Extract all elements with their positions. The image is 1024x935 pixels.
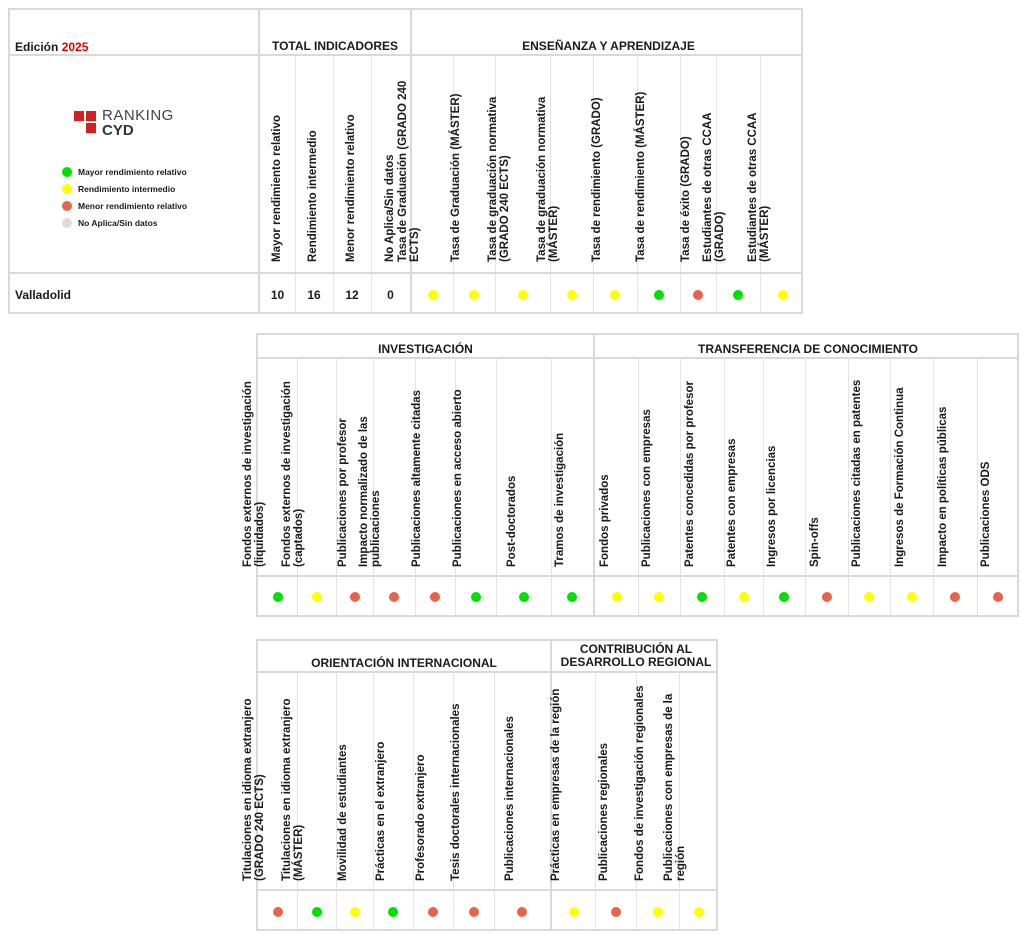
inv-status-dot-publicaciones-en-acceso-abierto: [471, 592, 481, 602]
ens-header-tasa-de-graduacion-master: Tasa de Graduación (MÁSTER): [450, 93, 462, 262]
inv-header-post-doctorados: Post-doctorados: [505, 475, 518, 567]
edition-label: [15, 40, 88, 54]
logo-line1: RANKING: [102, 107, 174, 124]
tr-status-dot-publicaciones-ods: [993, 592, 1003, 602]
ori-header-movilidad-de-estudiantes: Movilidad de estudiantes: [336, 744, 349, 881]
ori-status-dot-tesis-doctorales-internacionales: [469, 907, 479, 917]
inv-header-impacto-normalizado-de-las-publicaciones: Impacto normalizado de las publicaciones: [358, 416, 382, 567]
tr-header-patentes-concedidas-por-profesor: Patentes concedidas por profesor: [684, 381, 696, 567]
reg-status-dot-publicaciones-regionales: [611, 907, 621, 917]
total-value-no-aplica-sin-datos: 0: [387, 288, 394, 302]
tr-header-spin-offs: Spin-offs: [808, 517, 821, 567]
university-name: Valladolid: [15, 288, 72, 302]
ens-status-dot-estudiantes-de-otras-ccaa-master: [778, 290, 788, 300]
logo-squares-icon: [74, 111, 98, 135]
inv-header-publicaciones-por-profesor: Publicaciones por profesor: [336, 418, 349, 567]
reg-header-publicaciones-con-empresas-de-la-region: Publicaciones con empresas de la región: [662, 693, 687, 881]
legend-item: [62, 183, 175, 194]
ens-header-tasa-de-graduacion-normativa-grado-240-ects: Tasa de graduación normativa (GRADO 240 ECTS): [486, 96, 511, 262]
inv-header-fondos-externos-de-investigacion-liquidados: Fondos externos de investigación (liquidados): [241, 381, 266, 567]
tr-status-dot-publicaciones-con-empresas: [654, 592, 664, 602]
tr-status-dot-patentes-con-empresas: [739, 592, 749, 602]
summary-panel: [8, 8, 803, 314]
tr-header-impacto-en-politicas-publicas: Impacto en políticas públicas: [937, 406, 949, 567]
total-value-menor-rendimiento-relativo: 12: [345, 288, 359, 302]
reg-status-dot-publicaciones-con-empresas-de-la-region: [694, 907, 704, 917]
legend-item: [62, 217, 158, 228]
ori-header-publicaciones-internacionales: Publicaciones internacionales: [504, 716, 516, 881]
legend-item: [62, 166, 187, 177]
reg-status-dot-fondos-de-investigacion-regionales: [653, 907, 663, 917]
inv-status-dot-publicaciones-por-profesor: [350, 592, 360, 602]
tr-status-dot-ingresos-de-formacion-continua: [907, 592, 917, 602]
ens-status-dot-estudiantes-de-otras-ccaa-grado: [733, 290, 743, 300]
ens-header-tasa-de-graduacion-grado-240-ects: Tasa de Graduación (GRADO 240 ECTS): [396, 80, 421, 262]
ens-status-dot-tasa-de-graduacion-normativa-grado-240-ects: [518, 290, 528, 300]
inv-header-publicaciones-altamente-citadas: Publicaciones altamente citadas: [411, 389, 423, 567]
ens-status-dot-tasa-de-rendimiento-grado: [610, 290, 620, 300]
regional-title: [552, 643, 720, 669]
ori-header-profesorado-extranjero: Profesorado extranjero: [415, 754, 427, 881]
inv-header-tramos-de-investigacion: Tramos de investigación: [554, 432, 566, 567]
ori-status-dot-profesorado-extranjero: [428, 907, 438, 917]
ens-status-dot-tasa-de-graduacion-grado-240-ects: [428, 290, 438, 300]
logo-line2: CYD: [102, 122, 134, 139]
ori-status-dot-publicaciones-internacionales: [517, 907, 527, 917]
regional-title-line2: DESARROLLO REGIONAL: [560, 655, 712, 669]
ori-status-dot-practicas-en-el-extranjero: [388, 907, 398, 917]
ori-status-dot-titulaciones-en-idioma-extranjero-grado-240-ects: [273, 907, 283, 917]
ori-status-dot-movilidad-de-estudiantes: [350, 907, 360, 917]
edition-text: Edición: [15, 40, 59, 54]
tr-header-publicaciones-citadas-en-patentes: Publicaciones citadas en patentes: [851, 379, 863, 567]
total-indicators-title: TOTAL INDICADORES: [271, 39, 398, 53]
legend-label: Rendimiento intermedio: [78, 183, 176, 194]
reg-header-practicas-en-empresas-de-la-region: Prácticas en empresas de la región: [549, 688, 562, 881]
tr-status-dot-ingresos-por-licencias: [779, 592, 789, 602]
total-header-menor-rendimiento-relativo: Menor rendimiento relativo: [345, 114, 357, 262]
tr-status-dot-publicaciones-citadas-en-patentes: [864, 592, 874, 602]
tr-header-ingresos-por-licencias: Ingresos por licencias: [766, 445, 778, 567]
inv-status-dot-tramos-de-investigacion: [567, 592, 577, 602]
ens-header-tasa-de-rendimiento-master: Tasa de rendimiento (MÁSTER): [634, 91, 647, 262]
legend-dot-icon: [62, 184, 72, 194]
tr-status-dot-fondos-privados: [612, 592, 622, 602]
legend-dot-icon: [62, 218, 72, 228]
ranking-cyd-logo: [74, 107, 184, 143]
international-regional-panel: [241, 639, 718, 931]
tr-header-publicaciones-con-empresas: Publicaciones con empresas: [641, 409, 653, 567]
legend-label: No Aplica/Sin datos: [78, 217, 158, 228]
ens-status-dot-tasa-de-graduacion-normativa-master: [567, 290, 577, 300]
ens-status-dot-tasa-de-exito-grado: [693, 290, 703, 300]
inv-status-dot-fondos-externos-de-investigacion-liquidados: [273, 592, 283, 602]
ori-header-titulaciones-en-idioma-extranjero-master: Titulaciones en idioma extranjero (MÁSTER): [280, 698, 305, 881]
total-header-no-aplica-sin-datos: No Aplica/Sin datos: [383, 154, 396, 262]
tr-header-publicaciones-ods: Publicaciones ODS: [980, 461, 992, 567]
total-header-rendimiento-intermedio: Rendimiento intermedio: [307, 130, 319, 262]
ensenanza-title: ENSEÑANZA Y APRENDIZAJE: [522, 39, 695, 53]
ens-header-estudiantes-de-otras-ccaa-master: Estudiantes de otras CCAA (MÁSTER): [746, 112, 771, 262]
regional-title-line1: CONTRIBUCIÓN AL: [579, 642, 693, 656]
ori-header-practicas-en-el-extranjero: Prácticas en el extranjero: [375, 741, 387, 881]
ens-header-tasa-de-graduacion-normativa-master: Tasa de graduación normativa (MÁSTER): [535, 96, 560, 262]
orientacion-title: ORIENTACIÓN INTERNACIONAL: [311, 656, 497, 670]
ens-header-estudiantes-de-otras-ccaa-grado: Estudiantes de otras CCAA (GRADO): [702, 112, 726, 262]
tr-header-fondos-privados: Fondos privados: [598, 474, 611, 567]
ori-status-dot-titulaciones-en-idioma-extranjero-master: [312, 907, 322, 917]
inv-status-dot-impacto-normalizado-de-las-publicaciones: [389, 592, 399, 602]
reg-header-publicaciones-regionales: Publicaciones regionales: [597, 742, 610, 881]
tr-header-ingresos-de-formacion-continua: Ingresos de Formación Continua: [893, 387, 906, 567]
tr-status-dot-patentes-concedidas-por-profesor: [697, 592, 707, 602]
ens-status-dot-tasa-de-graduacion-master: [469, 290, 479, 300]
tr-status-dot-impacto-en-politicas-publicas: [950, 592, 960, 602]
transferencia-title: TRANSFERENCIA DE CONOCIMIENTO: [697, 342, 918, 356]
ens-header-tasa-de-rendimiento-grado: Tasa de rendimiento (GRADO): [591, 97, 603, 262]
inv-status-dot-publicaciones-altamente-citadas: [430, 592, 440, 602]
tr-status-dot-spin-offs: [822, 592, 832, 602]
ori-header-titulaciones-en-idioma-extranjero-grado-240-ects: Titulaciones en idioma extranjero (GRADO 240 ECTS): [241, 698, 266, 881]
ens-status-dot-tasa-de-rendimiento-master: [654, 290, 664, 300]
inv-status-dot-fondos-externos-de-investigacion-captados: [312, 592, 322, 602]
legend-label: Menor rendimiento relativo: [78, 200, 188, 211]
reg-header-fondos-de-investigacion-regionales: Fondos de investigación regionales: [633, 685, 646, 881]
legend-dot-icon: [62, 167, 72, 177]
legend-label: Mayor rendimiento relativo: [78, 166, 187, 177]
legend-dot-icon: [62, 201, 72, 211]
inv-header-publicaciones-en-acceso-abierto: Publicaciones en acceso abierto: [451, 389, 464, 567]
total-value-rendimiento-intermedio: 16: [307, 288, 321, 302]
tr-header-patentes-con-empresas: Patentes con empresas: [725, 438, 738, 567]
ori-header-tesis-doctorales-internacionales: Tesis doctorales internacionales: [449, 703, 462, 881]
inv-header-fondos-externos-de-investigacion-captados: Fondos externos de investigación (captados): [280, 381, 305, 567]
reg-status-dot-practicas-en-empresas-de-la-region: [569, 907, 579, 917]
inv-status-dot-post-doctorados: [519, 592, 529, 602]
research-transfer-panel: [241, 333, 1019, 617]
ens-header-tasa-de-exito-grado: Tasa de éxito (GRADO): [680, 136, 692, 262]
total-value-mayor-rendimiento-relativo: 10: [270, 288, 285, 302]
edition-year: 2025: [61, 40, 89, 54]
total-header-mayor-rendimiento-relativo: Mayor rendimiento relativo: [270, 115, 283, 262]
investigacion-title: INVESTIGACIÓN: [378, 342, 473, 356]
legend-item: [62, 200, 187, 211]
